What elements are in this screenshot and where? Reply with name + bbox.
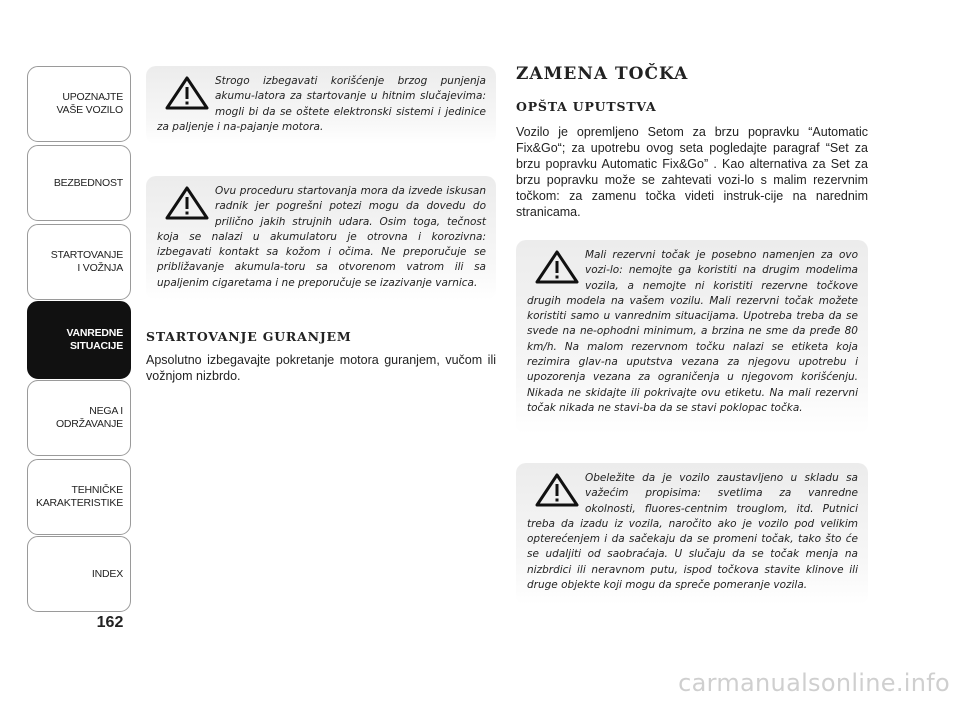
section-body-push-start: Apsolutno izbegavajte pokretanje motora guranjem, vučom ili vožnjom nizbrdo. <box>146 353 496 383</box>
sidebar-tab-tehnicke[interactable] <box>27 459 131 535</box>
warning-text: Ovu proceduru startovanja mora da izvede iskusan radnik jer pogrešni potezi mogu da dovedu do prilično jakih strujnih udara. Osim toga, tečnost koja se nalazi u akumulatoru je otrovna i korozivna: izbegavati kontakt sa kožom i očima. Ne preporučuje se približavanje akumula-toru sa otvorenom vatrom ili sa upaljenim cigaretama i ne preporučuje se izazivanje varnica. <box>157 185 486 289</box>
tab-label: BEZBEDNOST <box>53 176 123 189</box>
tab-label: INDEX <box>91 567 123 580</box>
tab-label: I VOŽNJA <box>77 262 123 274</box>
warning-triangle-icon <box>165 76 209 110</box>
tab-label: SITUACIJE <box>69 340 123 352</box>
sidebar-tab-nega[interactable] <box>27 380 131 456</box>
tab-label: ODRŽAVANJE <box>55 418 123 430</box>
warning-text: Mali rezervni točak je posebno namenjen za ovo vozi-lo: nemojte ga koristiti na drugim modelima vozila, a nemojte ni koristiti rezervne točkove drugih modela na vašem vozilu. Mali rezervni točak možete koristiti samo u vanrednim situacijama. Upotreba treba da se svede na ne-ophodni minimum, a brzina ne sme da pređe 80 km/h. Na malom rezervnom točku nalazi se etiketa koja rezimira glav-na uputstva vezana za njegovu upotrebu i upozorenja vezana za ograničenja u njegovom korišćenju. Nikada ne skidajte ili pokrivajte ovu etiketu. Na mali rezervni točak nikada ne stavi-ba da se stavi poklopac točka. <box>527 249 858 414</box>
general-instructions-text: Vozilo je opremljeno Setom za brzu popravku “Automatic Fix&Go“; za upotrebu ovog seta pogledajte paragraf “Set za brzu popravku Automatic Fix&Go” . Kao alternativa za Set za brzu popravku može se zahtevati vozi-lo s malim rezervnim točkom: za zamenu točka videti instruk-cije na narednim stranicama. <box>516 125 868 219</box>
section-subtitle: OPŠTA UPUTSTVA <box>516 99 657 114</box>
warning-text: Obeležite da je vozilo zaustavljeno u skladu sa važećim propisima: svetlima za vanredne okolnosti, fluores-centnim trouglom, itd. Putnici treba da izadu iz vozila, naročito ako je vozilo pod velikim opterećenjem i da sačekaju da se promeni točak, tako što će se udaljiti od saobraćaja. U slučaju da se točak menja na nizbrdici ili neravnom putu, ispod točkova stavite klinove ili druge objekte koji mogu da spreče pomeranje vozila. <box>527 472 858 592</box>
watermark: carmanualsonline.info <box>678 669 950 697</box>
tab-label: TEHNIČKE <box>71 484 123 496</box>
tab-label: VAŠE VOZILO <box>56 104 123 116</box>
warning-box-procedure <box>146 176 496 300</box>
warning-triangle-icon <box>165 186 209 220</box>
page-title: ZAMENA TOČKA <box>516 64 689 84</box>
warning-box-fast-charge <box>146 66 496 144</box>
sidebar-tab-vanredne[interactable] <box>27 301 131 379</box>
warning-box-spare-wheel <box>516 240 868 434</box>
warning-text: Strogo izbegavati korišćenje brzog punjenja akumu-latora za startovanje u hitnim slučajevima: mogli bi da se oštete elektronski sistemi i jedinice za paljenje i na-pajanje motora. <box>157 75 486 133</box>
section-title-push-start: STARTOVANJE GURANJEM <box>146 329 352 344</box>
page-number: 162 <box>96 614 124 631</box>
warning-triangle-icon <box>535 250 579 284</box>
tab-label: VANREDNE <box>66 327 123 339</box>
warning-box-vehicle-stopped <box>516 463 868 605</box>
sidebar-tab-index[interactable] <box>27 536 131 612</box>
sidebar-tab-startovanje[interactable] <box>27 224 131 300</box>
tab-label: STARTOVANJE <box>50 249 123 261</box>
tab-label: NEGA I <box>89 405 123 417</box>
tab-label: UPOZNAJTE <box>62 91 123 103</box>
warning-triangle-icon <box>535 473 579 507</box>
tab-label: KARAKTERISTIKE <box>35 497 123 509</box>
sidebar-tab-upoznajte[interactable] <box>27 66 131 142</box>
sidebar-tab-bezbednost[interactable] <box>27 145 131 221</box>
